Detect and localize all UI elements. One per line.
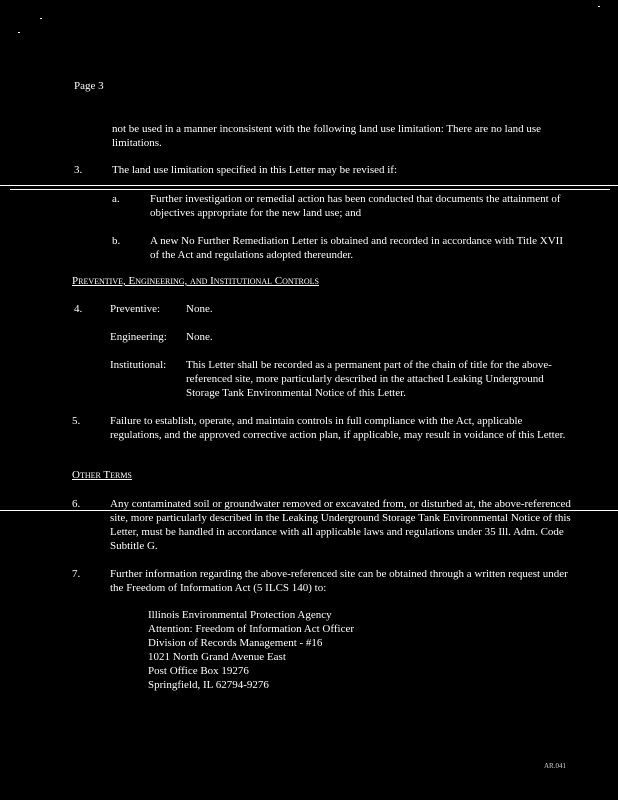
item-3a-number: a. <box>112 193 120 205</box>
page-label: Page 3 <box>74 80 104 92</box>
institutional-value: This Letter shall be recorded as a permanent part of the chain of title for the above-referenced site, more particularly described in the attached Leaking Underground Storage Tank Environmental Notice of this Letter. <box>186 359 552 399</box>
address-line: Division of Records Management - #16 <box>148 637 323 649</box>
item-3-number: 3. <box>74 164 83 176</box>
scan-speck <box>18 32 20 33</box>
item-5-text: Failure to establish, operate, and maintain controls in full compliance with the Act, applicable regulations, and the approved corrective action plan, if applicable, may result in voidance of this Letter. <box>110 415 566 441</box>
address-line: Illinois Environmental Protection Agency <box>148 609 332 621</box>
footer-code: AR.041 <box>544 762 566 770</box>
address-line: Attention: Freedom of Information Act Officer <box>148 623 354 635</box>
preventive-label: Preventive: <box>110 303 161 315</box>
scan-speck <box>598 6 600 7</box>
scan-line-1 <box>0 185 618 186</box>
engineering-value: None. <box>186 331 213 343</box>
address-line: Springfield, IL 62794-9276 <box>148 679 269 691</box>
item-4-number: 4. <box>74 303 83 315</box>
address-line: 1021 North Grand Avenue East <box>148 651 286 663</box>
item-3a-text: Further investigation or remedial action has been conducted that documents the attainment of objectives appropriate for the new land use; and <box>150 193 561 219</box>
scan-speck <box>40 18 42 19</box>
item-6-text: Any contaminated soil or groundwater removed or excavated from, or disturbed at, the above-referenced site, more particularly described in the Leaking Underground Storage Tank Environmental Notice of this Letter, must be handled in accordance with all applicable laws and regulations under 35 Ill. Adm. Code Subtitle G. <box>110 498 571 552</box>
item-5-number: 5. <box>72 415 81 427</box>
preventive-value: None. <box>186 303 213 315</box>
other-terms-heading: Other Terms <box>72 469 132 481</box>
intro-paragraph: not be used in a manner inconsistent with the following land use limitation: There are no land use limitations. <box>112 123 542 149</box>
controls-heading: Preventive, Engineering, and Institutional Controls <box>72 275 319 287</box>
mailing-address <box>148 608 354 692</box>
item-3-text: The land use limitation specified in this Letter may be revised if: <box>112 164 398 176</box>
item-6-number: 6. <box>72 498 81 510</box>
institutional-label: Institutional: <box>110 359 167 371</box>
item-3b-number: b. <box>112 235 121 247</box>
item-7-number: 7. <box>72 568 81 580</box>
scan-line-2 <box>10 189 610 190</box>
item-3b-text: A new No Further Remediation Letter is obtained and recorded in accordance with Title XVII of the Act and regulations adopted thereunder. <box>150 235 563 261</box>
engineering-label: Engineering: <box>110 331 167 343</box>
address-line: Post Office Box 19276 <box>148 665 249 677</box>
item-7-text: Further information regarding the above-referenced site can be obtained through a written request under the Freedom of Information Act (5 ILCS 140) to: <box>110 568 568 594</box>
